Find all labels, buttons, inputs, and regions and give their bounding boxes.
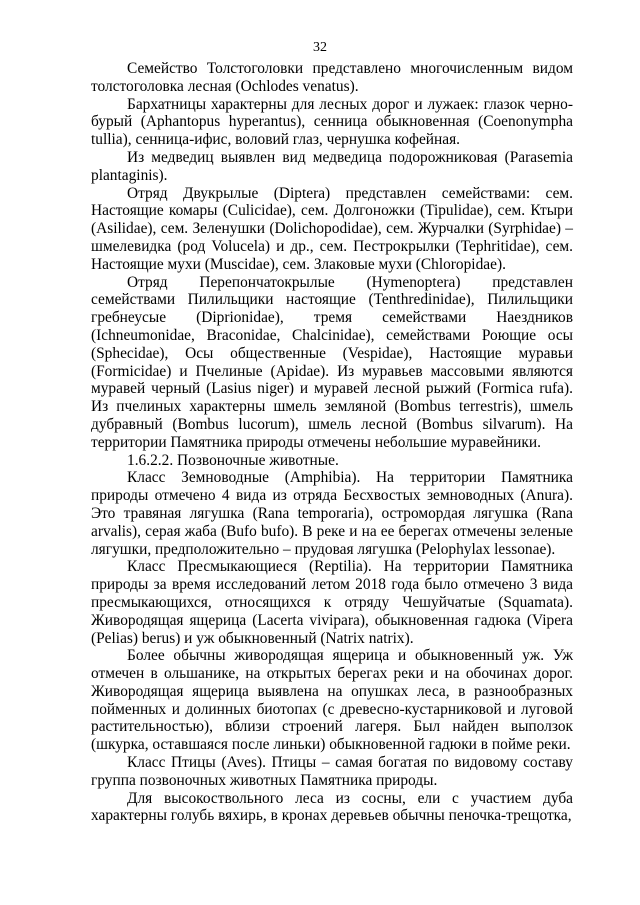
paragraph-hymenoptera: Отряд Перепончатокрылые (Hymenoptera) представлен семействами Пилильщики настоящие (Tenthredinidae), Пилильщики гребнеусые (Diprionidae), тремя семействами Наездников (Ichneumonidae, Braconidae, Chalcinidae), семействами Роющие осы (Sphecidae), Осы общественные (Vespidae), Настоящие муравьи (Formicidae) и Пчелиные (Apidae). Из муравьев массовыми являются муравей черный (Lasius niger) и муравей лесной рыжий (Formica rufa). Из пчелиных характерны шмель земляной (Bombus terrestris), шмель дубравный (Bombus lucorum), шмель лесной (Bombus silvarum). На территории Памятника природы отмечены небольшие муравейники. (91, 273, 573, 451)
paragraph-diptera: Отряд Двукрылые (Diptera) представлен семействами: сем. Настоящие комары (Culicidae), сем. Долгоножки (Tipulidae), сем. Ктыри (Asilidae), сем. Зеленушки (Dolichopodidae), сем. Журчалки (Syrphidae) – шмелевидка (род Volucela) и др., сем. Пестрокрылки (Tephritidae), сем. Настоящие мухи (Muscidae), сем. Злаковые мухи (Chloropidae). (91, 184, 573, 273)
paragraph-reptilia: Класс Пресмыкающиеся (Reptilia). На территории Памятника природы за время исследований летом 2018 года было отмечено 3 вида пресмыкающихся, относящихся к отряду Чешуйчатые (Squamata). Живородящая ящерица (Lacerta vivipara), обыкновенная гадюка (Vipera (Pelias) berus) и уж обыкновенный (Natrix natrix). (91, 558, 573, 647)
paragraph-arctiidae: Из медведиц выявлен вид медведица подорожниковая (Parasemia plantaginis). (91, 148, 573, 184)
paragraph-hesperiidae: Семейство Толстоголовки представлено многочисленным видом толстоголовка лесная (Ochlodes venatus). (91, 60, 573, 95)
paragraph-satyrinae: Бархатницы характерны для лесных дорог и лужаек: глазок черно-бурый (Aphantopus hyperantus), сенница обыкновенная (Coenonympha tullia), сенница-ифис, воловий глаз, чернушка кофейная. (91, 95, 573, 149)
paragraph-amphibia: Класс Земноводные (Amphibia). На территории Памятника природы отмечено 4 вида из отряда Бесхвостых земноводных (Anura). Это травяная лягушка (Rana temporaria), остромордая лягушка (Rana arvalis), серая жаба (Bufo bufo). В реке и на ее берегах отмечены зеленые лягушки, предположительно – прудовая лягушка (Pelophylax lessonae). (91, 469, 573, 558)
paragraph-forest-birds: Для высокоствольного леса из сосны, ели с участием дуба характерны голубь вяхирь, в кронах деревьев обычны пеночка-трещотка, (91, 789, 573, 825)
page-number: 32 (313, 40, 327, 55)
section-heading-vertebrates: 1.6.2.2. Позвоночные животные. (127, 451, 339, 469)
paragraph-aves: Класс Птицы (Aves). Птицы – самая богатая по видовому составу группа позвоночных животных Памятника природы. (91, 754, 573, 789)
paragraph-lizard-snake: Более обычны живородящая ящерица и обыкновенный уж. Уж отмечен в ольшанике, на открытых берегах реки и на обочинах дорог. Живородящая ящерица выявлена на опушках леса, в разнообразных пойменных и долинных биотопах (с древесно-кустарниковой и луговой растительностью), вблизи строений лагеря. Был найден выползок (шкурка, оставшаяся после линьки) обыкновенной гадюки в пойме реки. (91, 647, 573, 754)
body-text (91, 60, 573, 825)
